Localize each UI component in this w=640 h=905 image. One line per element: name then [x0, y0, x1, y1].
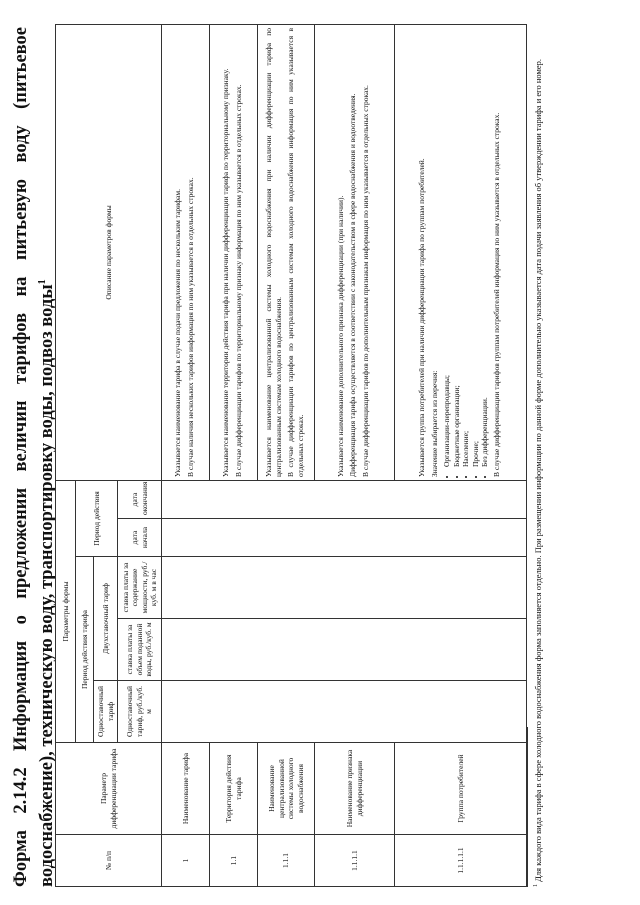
value-cell [162, 480, 527, 518]
header-date-end: дата окончания [118, 480, 162, 518]
header-period-tariff: Период действия тарифа [76, 557, 94, 743]
form-title: Форма 2.14.2 Информация о предложении величин тарифов на питьевую воду (питьевое водоснабжение), техническую воду, транспортировку воды, подвоз воды$^1$ [11, 27, 58, 887]
tariff-form-table [55, 24, 527, 887]
header-rate-capacity: ставка платы за содержание мощности, руб./куб. м в час [118, 557, 162, 619]
header-one-rate: Одноставочный тариф, руб./куб. м [118, 681, 162, 743]
header-one-part: Одноставочный тариф [94, 681, 118, 743]
header-validity: Период действия [76, 480, 118, 556]
header-rate-volume: ставка платы за объем поданной воды, руб./куб. м [118, 619, 162, 681]
row-description: Указывается наименование тарифа в случае подачи предложения по нескольким тарифам. В случае наличия нескольких тарифов информация по ним указывается в отдельных строках. [162, 24, 210, 480]
row-param: Наименование централизованной системы холодного водоснабжения [258, 743, 315, 835]
list-item: • Бюджетные организации; [452, 28, 462, 467]
header-two-part: Двухставочный тариф [94, 557, 118, 681]
row-description: Указывается группа потребителей при наличии дифференциации тарифа по группам потребителей. Значение выбирается из перечня: • Организации-перепродавцы; • Бюджетные организации; • Население; • Прочие; • Без дифференциации. В случае дифференциации тарифов группам потребителей информация по ним указывается в отдельных строках. [395, 24, 527, 480]
title-footnote-mark: 1 [37, 279, 48, 285]
header-desc: Описание параметров формы [56, 24, 162, 480]
row-param: Наименование признака дифференциации [315, 743, 395, 835]
footnote-mark: 1 [533, 884, 539, 887]
header-num: № п/п [56, 835, 162, 887]
row-description: Указывается наименование централизованной системы холодного водоснабжения при наличии дифференциации тарифа по централизованным системам холодного водоснабжения. В случае дифференциации тарифов по централизованным системам холодного водоснабжения информация по ним указывается в отдельных строках. [258, 24, 315, 480]
row-num: 1.1.1.1 [315, 835, 395, 887]
value-cell [162, 557, 527, 619]
table-row [162, 24, 210, 886]
list-item: • Без дифференциации. [480, 28, 490, 467]
value-cell [162, 519, 527, 557]
table-row [315, 24, 395, 886]
row-num: 1 [162, 835, 210, 887]
header-form-params: Параметры формы [56, 480, 76, 742]
list-item: • Прочие; [471, 28, 481, 467]
row-description: Указывается наименование дополнительного признака дифференциации (при наличии). Дифференциация тарифа осуществляется в соответствии с законодательством в сфере водоснабжения и водоотведения. В случае дифференциации тарифов по дополнительным признакам информация по ним указывается в отдельных строках. [315, 24, 395, 480]
row-description: Указывается наименование территории действия тарифа при наличии дифференциации тарифа по территориальному признаку. В случае дифференциации тарифов по территориальному признаку информация по ним указывается в отдельных строках. [210, 24, 258, 480]
table-row [210, 24, 258, 886]
row-num: 1.1 [210, 835, 258, 887]
consumer-group-list [442, 28, 490, 467]
footnote: $^1$ Для каждого вида тарифа в сфере холодного водоснабжения форма заполняется отдельно. При размещении информации по данной форме дополнительно указывается дата подачи заявления об утверждении тарифа и его номер. [532, 59, 543, 887]
footnote-divider [527, 727, 528, 887]
header-date-start: дата начала [118, 519, 162, 557]
row-num: 1.1.1 [258, 835, 315, 887]
row-num: 1.1.1.1.1 [395, 835, 527, 887]
list-item: • Население; [461, 28, 471, 467]
value-cell [162, 681, 527, 743]
row-param: Территория действия тарифа [210, 743, 258, 835]
list-item: • Организации-перепродавцы; [442, 28, 452, 467]
header-param: Параметр дифференциации тарифа [56, 743, 162, 835]
row-param: Группа потребителей [395, 743, 527, 835]
table-row [395, 24, 527, 886]
table-row [258, 24, 315, 886]
value-cell [162, 619, 527, 681]
row-param: Наименование тарифа [162, 743, 210, 835]
